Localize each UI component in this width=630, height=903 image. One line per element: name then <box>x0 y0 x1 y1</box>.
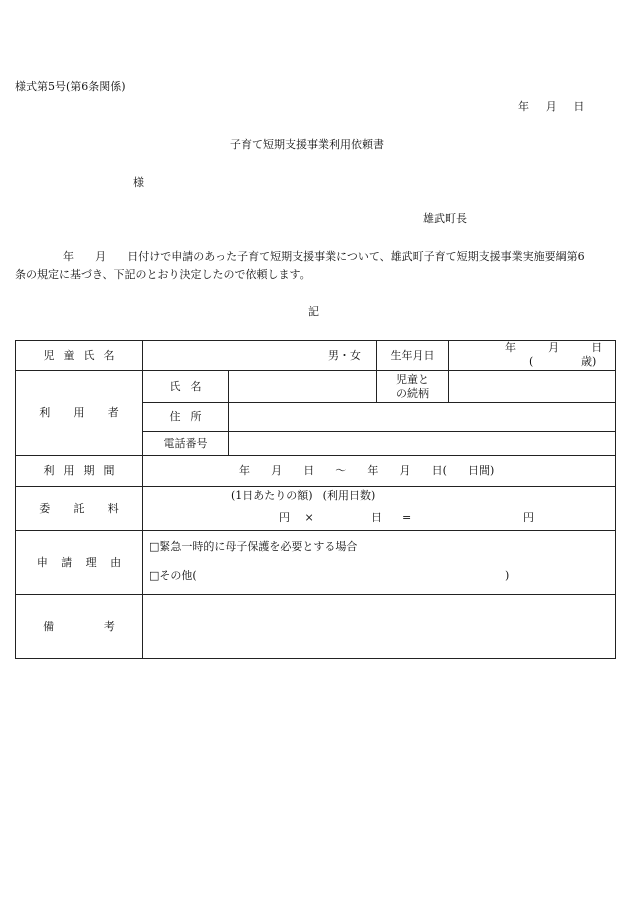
fee-days-equals: 日 = <box>371 511 412 524</box>
relation-label-line-1: 児童と <box>396 372 429 386</box>
user-name-row <box>16 371 616 403</box>
body-line-1: 年 月 日付けで申請のあった子育て短期支援事業について、雄武町子育て短期支援事業実施要綱第6 <box>63 250 585 263</box>
child-name-field[interactable] <box>143 341 377 371</box>
document-title: 子育て短期支援事業利用依頼書 <box>230 138 384 151</box>
issuer: 雄武町長 <box>423 212 467 225</box>
remarks-label: 備 考 <box>16 595 143 659</box>
reason-label: 申 請 理 由 <box>16 531 143 595</box>
header-date: 年 月 日 <box>518 100 585 113</box>
application-form-table <box>15 340 616 659</box>
relation-field[interactable] <box>449 371 616 403</box>
reason-field <box>143 531 616 595</box>
age-paren-open: ( <box>529 355 534 368</box>
fee-total-yen: 円 <box>523 511 534 524</box>
fee-yen-times: 円 × <box>279 511 314 524</box>
user-phone-field[interactable] <box>229 432 616 456</box>
remarks-row <box>16 595 616 659</box>
reason-option-other-close: ) <box>505 569 510 582</box>
user-name-field[interactable] <box>229 371 377 403</box>
fee-header: (1日あたりの額) (利用日数) <box>231 489 376 502</box>
period-label: 利 用 期 間 <box>16 456 143 487</box>
ki-heading: 記 <box>308 305 319 318</box>
birthdate-ymd: 年 月 日 <box>505 341 603 354</box>
fee-label: 委 託 料 <box>16 487 143 531</box>
period-value: 年 月 日 〜 年 月 日( 日間) <box>239 464 495 477</box>
user-name-label: 氏 名 <box>143 371 229 403</box>
user-address-field[interactable] <box>229 403 616 432</box>
user-label: 利 用 者 <box>16 371 143 456</box>
reason-option-emergency[interactable]: □緊急一時的に母子保護を必要とする場合 <box>149 540 358 553</box>
sex-options[interactable]: 男・女 <box>328 349 361 362</box>
child-row <box>16 341 616 371</box>
child-name-label: 児 童 氏 名 <box>16 341 143 371</box>
reason-row <box>16 531 616 595</box>
fee-row <box>16 487 616 531</box>
birthdate-label: 生年月日 <box>377 341 449 371</box>
addressee: 様 <box>133 176 144 189</box>
reason-option-other[interactable]: □その他( <box>149 569 197 582</box>
user-address-label: 住 所 <box>143 403 229 432</box>
body-line-2: 条の規定に基づき、下記のとおり決定したので依頼します。 <box>15 268 311 281</box>
age-unit: 歳) <box>581 355 597 368</box>
relation-label <box>377 371 449 403</box>
remarks-field[interactable] <box>143 595 616 659</box>
period-row <box>16 456 616 487</box>
fee-field[interactable] <box>143 487 616 531</box>
period-field[interactable] <box>143 456 616 487</box>
form-number: 様式第5号(第6条関係) <box>15 80 126 93</box>
relation-label-line-2: の続柄 <box>396 386 429 400</box>
birthdate-field[interactable] <box>449 341 616 371</box>
user-phone-label: 電話番号 <box>143 432 229 456</box>
